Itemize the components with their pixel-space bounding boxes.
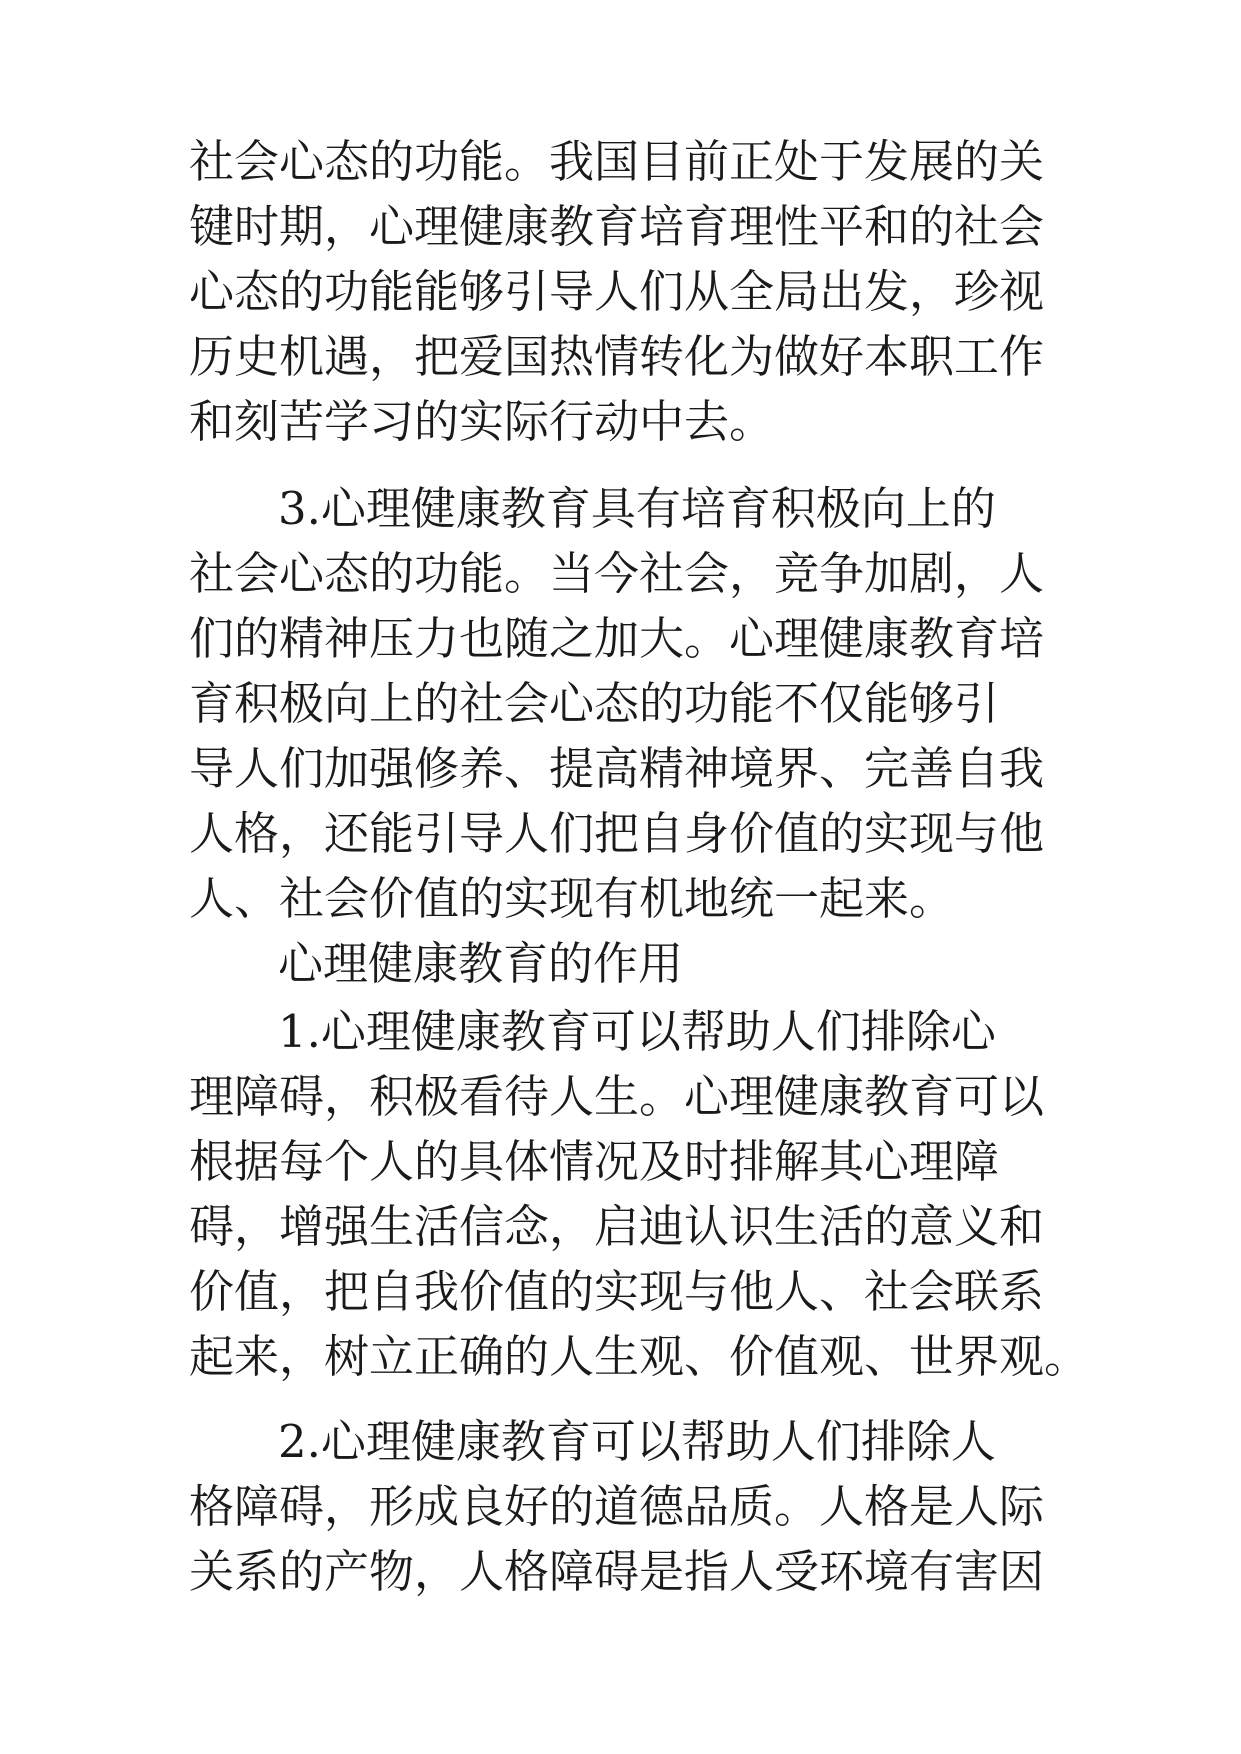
- text-line: 社会心态的功能。当今社会，竞争加剧，人: [189, 547, 1045, 600]
- section-heading: 心理健康教育的作用: [278, 937, 684, 990]
- text-line: 价值，把自我价值的实现与他人、社会联系: [189, 1265, 1045, 1318]
- text-line: 导人们加强修养、提高精神境界、完善自我: [189, 742, 1045, 795]
- text-line: 和刻苦学习的实际行动中去。: [189, 395, 775, 448]
- text-line: 们的精神压力也随之加大。心理健康教育培: [189, 612, 1045, 665]
- text-line: 历史机遇，把爱国热情转化为做好本职工作: [189, 330, 1045, 383]
- text-line: 心态的功能能够引导人们从全局出发，珍视: [189, 265, 1045, 318]
- text-line: 育积极向上的社会心态的功能不仅能够引: [189, 677, 1000, 730]
- text-line: 根据每个人的具体情况及时排解其心理障: [189, 1135, 1000, 1188]
- text-line: 社会心态的功能。我国目前正处于发展的关: [189, 135, 1045, 188]
- text-line: 关系的产物，人格障碍是指人受环境有害因: [189, 1545, 1045, 1598]
- text-line: 人格，还能引导人们把自身价值的实现与他: [189, 807, 1045, 860]
- text-line: 人、社会价值的实现有机地统一起来。: [189, 872, 955, 925]
- paragraph-start-line: 2.心理健康教育可以帮助人们排除人: [278, 1415, 996, 1468]
- text-line: 起来，树立正确的人生观、价值观、世界观。: [189, 1330, 1090, 1383]
- paragraph-start-line: 1.心理健康教育可以帮助人们排除心: [278, 1005, 996, 1058]
- text-line: 格障碍，形成良好的道德品质。人格是人际: [189, 1480, 1045, 1533]
- text-line: 理障碍，积极看待人生。心理健康教育可以: [189, 1070, 1045, 1123]
- text-line: 键时期，心理健康教育培育理性平和的社会: [189, 200, 1045, 253]
- text-line: 碍，增强生活信念，启迪认识生活的意义和: [189, 1200, 1045, 1253]
- paragraph-start-line: 3.心理健康教育具有培育积极向上的: [278, 482, 996, 535]
